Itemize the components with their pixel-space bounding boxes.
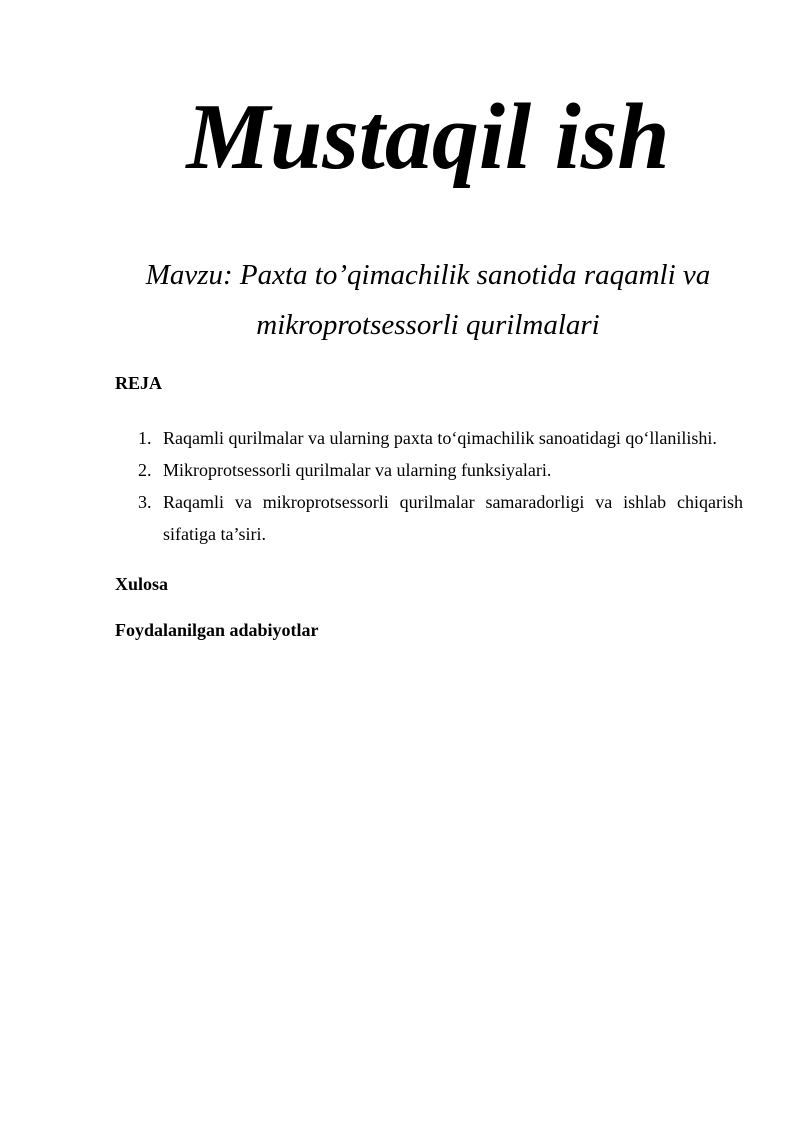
plan-list [138, 422, 743, 550]
plan-item-text: Raqamli qurilmalar va ularning paxta to‘qimachilik sanoatidagi qo‘llanilishi. [163, 428, 717, 448]
document-subtitle: Mavzu: Paxta to’qimachilik sanotida raqamli va mikroprotsessorli qurilmalari [145, 259, 711, 341]
plan-item-text: Raqamli va mikroprotsessorli qurilmalar samaradorligi va ishlab chiqarish sifatiga ta’siri. [163, 492, 743, 544]
plan-item-1 [138, 422, 743, 454]
plan-item-number: 3. [138, 492, 152, 512]
conclusion-heading: Xulosa [115, 574, 169, 594]
plan-item-number: 2. [138, 460, 152, 480]
plan-item-3 [138, 486, 743, 550]
document-title: Mustaqil ish [186, 85, 670, 189]
plan-heading: REJA [115, 373, 163, 393]
plan-item-number: 1. [138, 428, 152, 448]
plan-item-text: Mikroprotsessorli qurilmalar va ularning funksiyalari. [163, 460, 552, 480]
references-heading: Foydalanilgan adabiyotlar [115, 620, 319, 640]
plan-item-2 [138, 454, 743, 486]
